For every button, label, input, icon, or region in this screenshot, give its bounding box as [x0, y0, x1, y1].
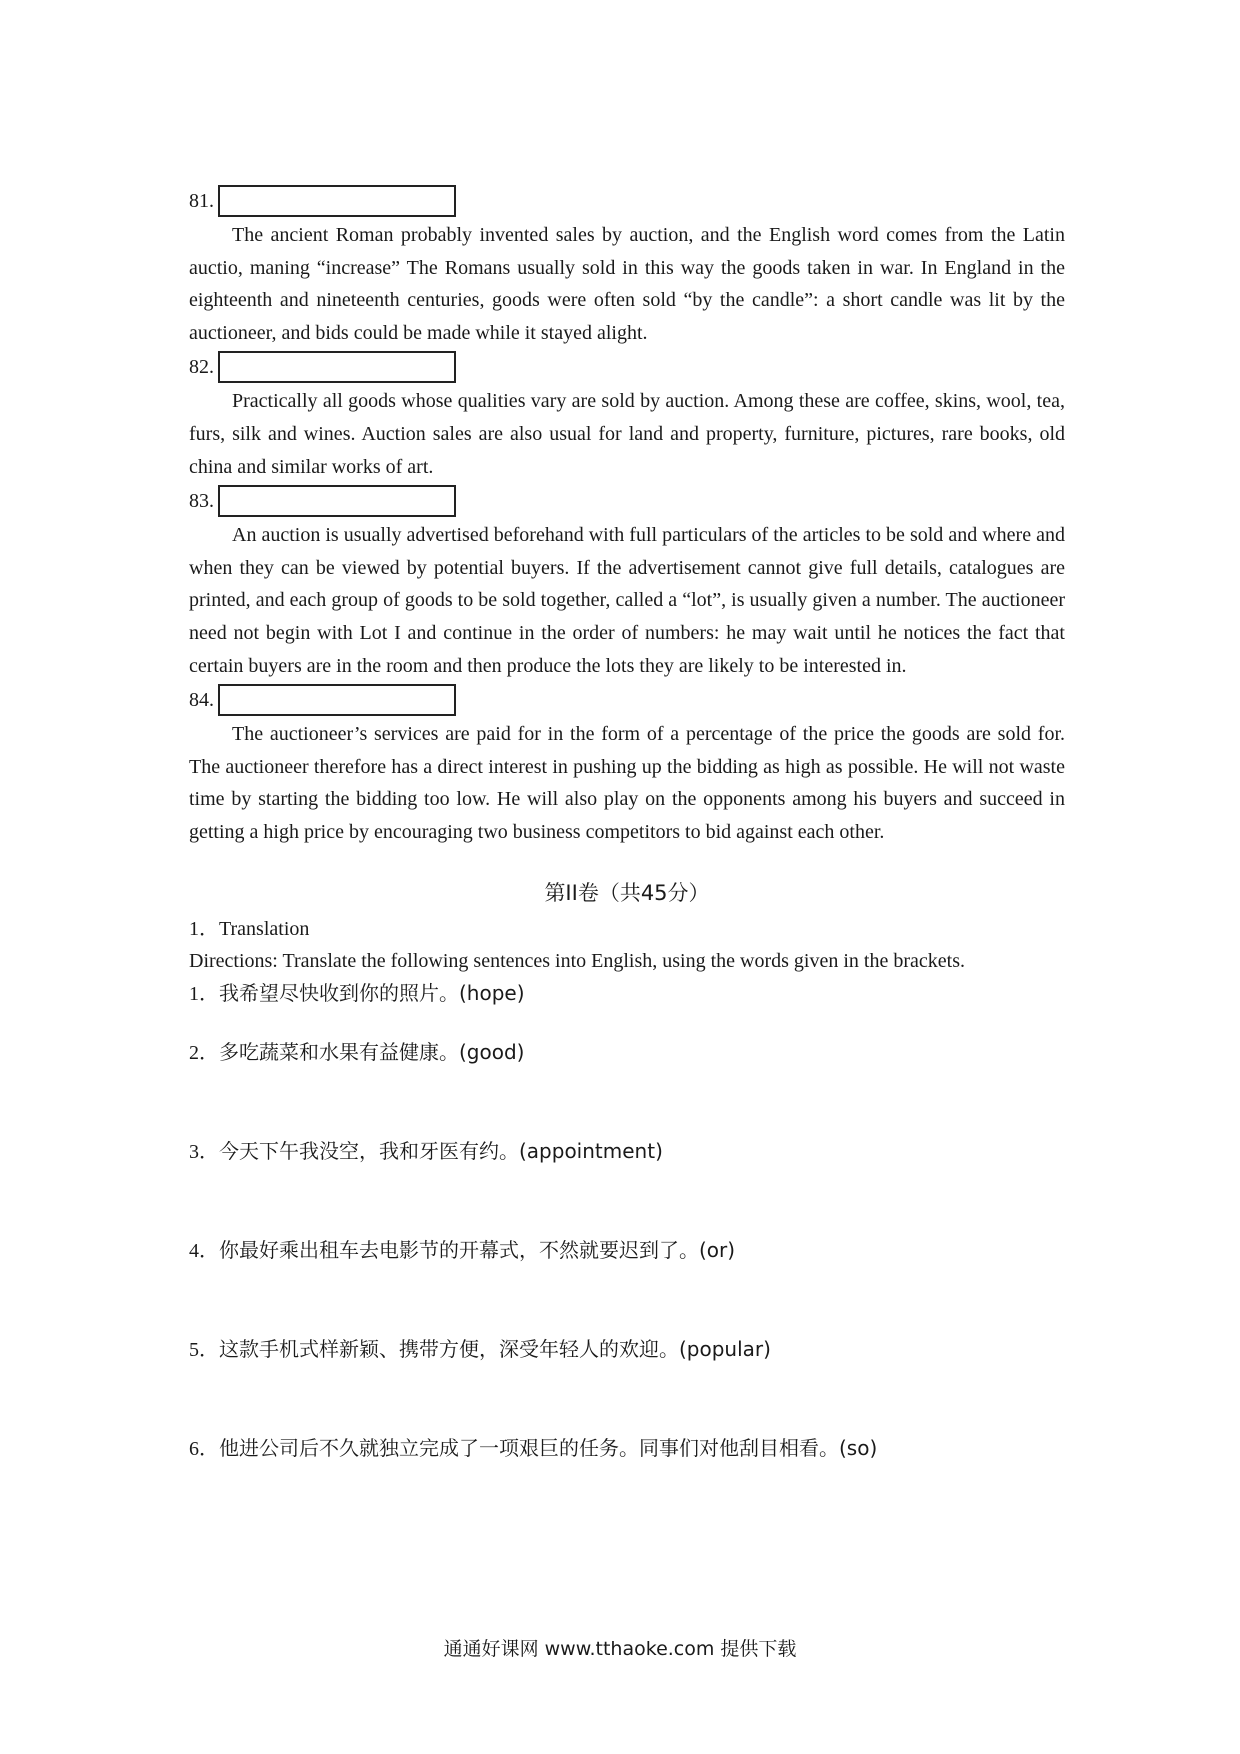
item-number: 6．	[189, 1437, 219, 1460]
question-83-row	[189, 483, 1065, 519]
item-text: 这款手机式样新颖、携带方便，深受年轻人的欢迎。(popular)	[219, 1336, 771, 1361]
item-number: 5．	[189, 1338, 219, 1361]
item-text: 他进公司后不久就独立完成了一项艰巨的任务。同事们对他刮目相看。(so)	[219, 1435, 878, 1460]
translation-item-4	[189, 1234, 1065, 1267]
section-header: 第II卷（共45分）	[544, 880, 710, 905]
answer-box-82[interactable]	[218, 351, 456, 383]
item-text: 多吃蔬菜和水果有益健康。(good)	[219, 1039, 525, 1064]
item-text: 你最好乘出租车去电影节的开幕式，不然就要迟到了。(or)	[219, 1237, 736, 1262]
question-84-row	[189, 682, 1065, 718]
answer-box-83[interactable]	[218, 485, 456, 517]
translation-item-2	[189, 1036, 1065, 1069]
item-number: 4．	[189, 1239, 219, 1262]
passage-paragraph: The ancient Roman probably invented sales by auction, and the English word comes from the Latin auctio, maning “increase” The Romans usually sold in this way the goods taken in war. In England in the eighteenth and nineteenth centuries, goods were often sold “by the candle”: a short candle was lit by the auctioneer, and bids could be made while it stayed alight.	[189, 224, 1065, 344]
item-text: 我希望尽快收到你的照片。(hope)	[219, 980, 525, 1005]
passage-paragraph: Practically all goods whose qualities vary are sold by auction. Among these are coffee, skins, wool, tea, furs, silk and wines. Auction sales are also usual for land and property, furniture, pictures, rare books, old china and similar works of art.	[189, 390, 1065, 478]
translation-item-3	[189, 1135, 1065, 1168]
item-number: 3．	[189, 1140, 219, 1163]
question-number: 82.	[189, 356, 214, 379]
translation-title: 1．Translation	[189, 917, 310, 940]
question-number: 83.	[189, 490, 214, 513]
translation-item-6	[189, 1432, 1065, 1465]
answer-box-81[interactable]	[218, 185, 456, 217]
passage-paragraph: An auction is usually advertised beforehand with full particulars of the articles to be sold and where and when they can be viewed by potential buyers. If the advertisement cannot give full details, catalogues are printed, and each group of goods to be sold together, called a “lot”, is usually given a number. The auctioneer need not begin with Lot I and continue in the order of numbers: he may wait until he notices the fact that certain buyers are in the room and then produce the lots they are likely to be interested in.	[189, 524, 1065, 677]
item-number: 2．	[189, 1041, 219, 1064]
passage-paragraph: The auctioneer’s services are paid for in the form of a percentage of the price the goods are sold for. The auctioneer therefore has a direct interest in pushing up the bidding as high as possible. He will not waste time by starting the bidding too low. He will also play on the opponents among his buyers and succeed in getting a high price by encouraging two business competitors to bid against each other.	[189, 723, 1065, 843]
item-number: 1．	[189, 982, 219, 1005]
question-82-row	[189, 349, 1065, 385]
page-footer: 通通好课网 www.tthaoke.com 提供下载	[443, 1638, 797, 1660]
translation-directions: Directions: Translate the following sentences into English, using the words given in the brackets.	[189, 949, 965, 972]
question-number: 84.	[189, 689, 214, 712]
question-number: 81.	[189, 190, 214, 212]
answer-box-84[interactable]	[218, 684, 456, 716]
translation-item-1	[189, 977, 1065, 1010]
item-text: 今天下午我没空，我和牙医有约。(appointment)	[219, 1138, 663, 1163]
exam-content	[189, 183, 1065, 1465]
translation-item-5	[189, 1333, 1065, 1366]
question-81-row	[189, 183, 1065, 219]
